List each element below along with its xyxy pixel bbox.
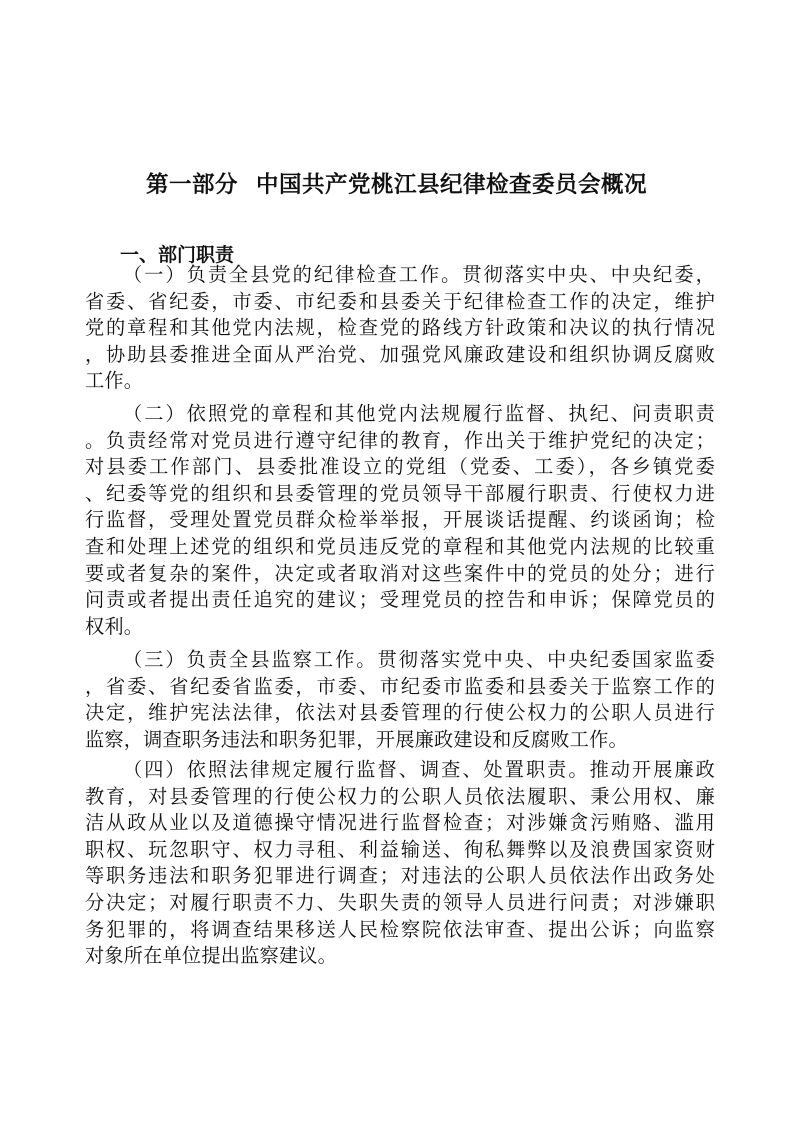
text-line: 对象所在单位提出监察建议。: [85, 944, 338, 968]
text-line: 问责或者提出责任追究的建议；受理党员的控告和申诉；保障党员的: [85, 588, 715, 612]
text-line: 权利。: [85, 614, 144, 638]
text-line: （一）负责全县党的纪律检查工作。贯彻落实中央、中央纪委，: [123, 263, 715, 286]
text-line: 等职务违法和职务犯罪进行调查；对违法的公职人员依法作出政务处: [85, 864, 715, 888]
text-line: 职权、玩忽职守、权力寻租、利益输送、徇私舞弊以及浪费国家资财: [85, 837, 715, 861]
text-line: 监察，调查职务违法和职务犯罪，开展廉政建设和反腐败工作。: [85, 727, 628, 751]
text-line: ，省委、省纪委省监委，市委、市纪委市监委和县委关于监察工作的: [85, 674, 715, 698]
text-line: 洁从政从业以及道德操守情况进行监督检查；对涉嫌贪污贿赂、滥用: [85, 811, 715, 835]
text-line: ，协助县委推进全面从严治党、加强党风廉政建设和组织协调反腐败: [85, 342, 715, 366]
title-name: 中国共产党桃江县纪律检查委员会概况: [256, 172, 648, 198]
paragraph-1: [85, 262, 715, 395]
text-line: 、纪委等党的组织和县委管理的党员领导干部履行职责、行使权力进: [85, 481, 715, 505]
text-line: 要或者复杂的案件，决定或者取消对这些案件中的党员的处分；进行: [85, 561, 715, 585]
text-line: 工作。: [85, 369, 144, 393]
paragraph-3: [85, 647, 715, 753]
text-line: 。负责经常对党员进行遵守纪律的教育，作出关于维护党纪的决定；: [85, 428, 715, 452]
text-line: （三）负责全县监察工作。贯彻落实党中央、中央纪委国家监委: [123, 648, 715, 671]
paragraph-4: [85, 757, 715, 970]
text-line: （二）依照党的章程和其他党内法规履行监督、执纪、问责职责: [123, 402, 715, 425]
text-line: 对县委工作部门、县委批准设立的党组（党委、工委），各乡镇党委: [85, 455, 715, 479]
text-line: 省委、省纪委，市委、市纪委和县委关于纪律检查工作的决定，维护: [85, 289, 715, 313]
text-line: 分决定；对履行职责不力、失职失责的领导人员进行问责；对涉嫌职: [85, 890, 715, 914]
title-part: 第一部分: [145, 172, 238, 198]
text-line: 党的章程和其他党内法规，检查党的路线方针政策和决议的执行情况: [85, 316, 715, 340]
text-line: 务犯罪的，将调查结果移送人民检察院依法审查、提出公诉；向监察: [85, 917, 715, 941]
text-line: 行监督，受理处置党员群众检举举报，开展谈话提醒、约谈函询；检: [85, 508, 715, 532]
text-line: 教育，对县委管理的行使公权力的公职人员依法履职、秉公用权、廉: [85, 784, 715, 808]
text-line: 决定，维护宪法法律，依法对县委管理的行使公权力的公职人员进行: [85, 701, 715, 725]
page-title: [0, 167, 793, 199]
paragraph-2: [85, 401, 715, 640]
section-heading: 一、部门职责: [120, 244, 235, 266]
text-line: 查和处理上述党的组织和党员违反党的章程和其他党内法规的比较重: [85, 534, 715, 558]
text-line: （四）依照法律规定履行监督、调查、处置职责。推动开展廉政: [123, 758, 715, 781]
